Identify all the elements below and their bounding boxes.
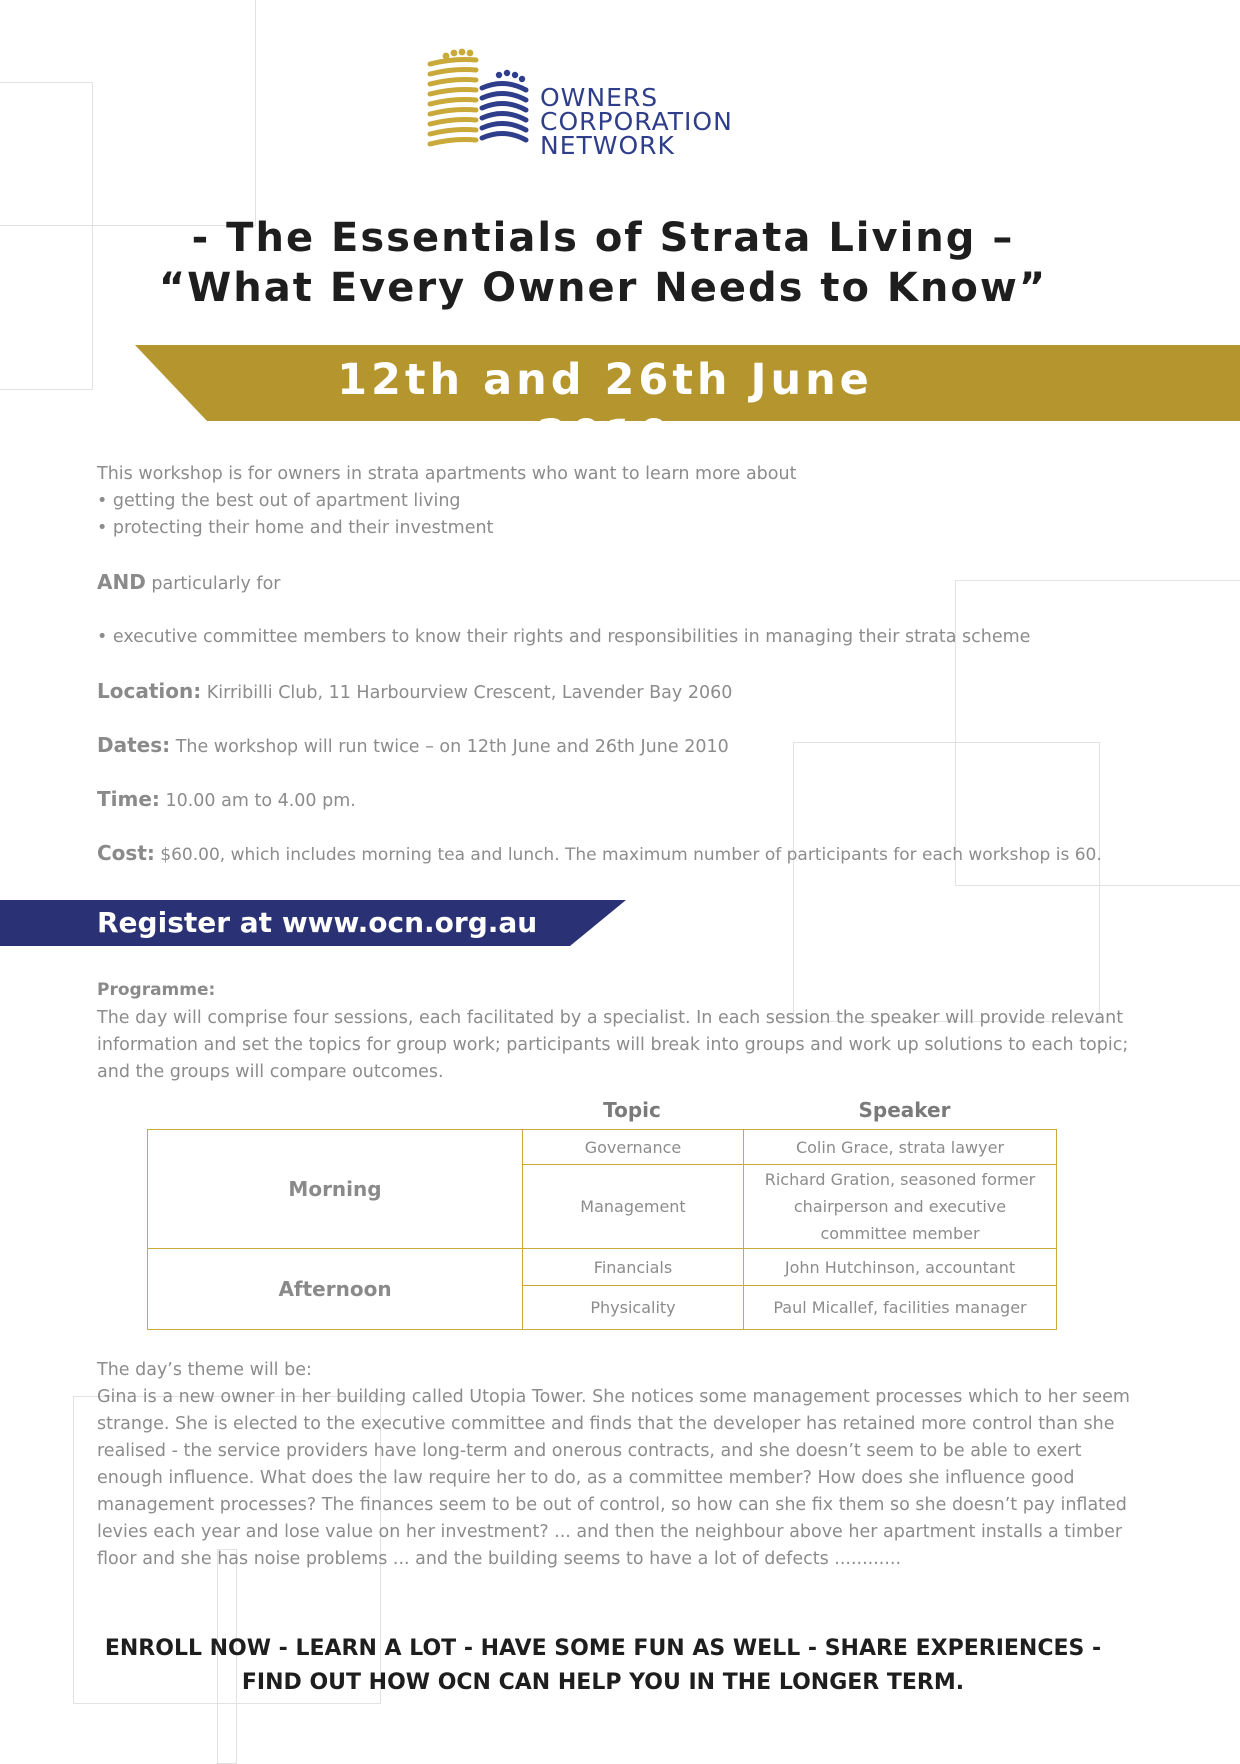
intro-lead: This workshop is for owners in strata apartments who want to learn more about	[97, 464, 797, 484]
schedule-table	[147, 1129, 1057, 1330]
location-label: Location:	[97, 679, 202, 703]
topic-header: Topic	[603, 1098, 661, 1122]
and-line	[97, 570, 280, 594]
time-label: Time:	[97, 787, 160, 811]
topic-cell: Financials	[523, 1249, 744, 1286]
enroll-line1: ENROLL NOW - LEARN A LOT - HAVE SOME FUN AS WELL - SHARE EXPERIENCES -	[104, 1636, 1102, 1661]
date-banner-text: 12th and 26th June 2010	[337, 355, 873, 461]
time-line	[97, 787, 356, 811]
topic-cell: Governance	[523, 1130, 744, 1165]
dates-line	[97, 733, 729, 757]
dates-label: Dates:	[97, 733, 171, 757]
programme-text: The day will comprise four sessions, each facilitated by a specialist. In each session the speaker will provide relevant information and set the topics for group work; participants will break into groups and work up solutions to each topic; and the groups will compare outcomes.	[97, 1008, 1129, 1082]
decorative-frame	[793, 742, 1100, 1022]
committee-bullet: • executive committee members to know their rights and responsibilities in managing their strata scheme	[97, 627, 1031, 647]
cost-label: Cost:	[97, 841, 155, 865]
logo-line: OWNERS	[540, 83, 659, 112]
morning-cell: Morning	[148, 1130, 523, 1249]
page-title-line2: “What Every Owner Needs to Know”	[158, 265, 1048, 311]
intro-bullet: • protecting their home and their investment	[97, 518, 494, 538]
and-text: particularly for	[145, 574, 281, 594]
speaker-header: Speaker	[858, 1098, 951, 1122]
time-value: 10.00 am to 4.00 pm.	[159, 791, 356, 811]
cost-value: $60.00, which includes morning tea and lunch. The maximum number of participants for each workshop is 60.	[154, 845, 1102, 865]
table-row	[148, 1130, 1057, 1165]
speaker-cell: Paul Micallef, facilities manager	[744, 1286, 1057, 1330]
logo-line: NETWORK	[540, 131, 675, 160]
theme-title: The day’s theme will be:	[97, 1360, 312, 1380]
speaker-cell: Richard Gration, seasoned former chairperson and executive committee member	[744, 1165, 1057, 1249]
logo-line: CORPORATION	[540, 107, 733, 136]
speaker-cell: John Hutchinson, accountant	[744, 1249, 1057, 1286]
programme-title: Programme:	[97, 980, 216, 1000]
and-label: AND	[97, 570, 146, 594]
topic-cell: Physicality	[523, 1286, 744, 1330]
dates-value: The workshop will run twice – on 12th June and 26th June 2010	[170, 737, 729, 757]
location-value: Kirribilli Club, 11 Harbourview Crescent, Lavender Bay 2060	[201, 683, 733, 703]
logo-wordmark	[540, 83, 733, 160]
table-row	[148, 1249, 1057, 1286]
speaker-cell: Colin Grace, strata lawyer	[744, 1130, 1057, 1165]
intro-bullet: • getting the best out of apartment living	[97, 491, 461, 511]
register-link[interactable]: Register at www.ocn.org.au	[97, 906, 538, 939]
location-line	[97, 679, 732, 703]
theme-text: Gina is a new owner in her building called Utopia Tower. She notices some management processes which to her seem strange. She is elected to the executive committee and finds that the developer has retained more control than she realised - the service providers have long-term and onerous contracts, and she doesn’t seem to be able to exert enough influence. What does the law require her to do, as a committee member? How does she influence good management processes? The finances seem to be out of control, so how can she fix them so she doesn’t pay inflated levies each year and lose value on her investment? ... and then the neighbour above her apartment installs a timber floor and she has noise problems ... and the building seems to have a lot of defects ............	[97, 1387, 1130, 1569]
afternoon-cell: Afternoon	[148, 1249, 523, 1330]
cost-line	[97, 841, 1102, 865]
topic-cell: Management	[523, 1165, 744, 1249]
enroll-line2: FIND OUT HOW OCN CAN HELP YOU IN THE LONGER TERM.	[241, 1670, 965, 1695]
page-title-line1: - The Essentials of Strata Living –	[191, 215, 1015, 261]
